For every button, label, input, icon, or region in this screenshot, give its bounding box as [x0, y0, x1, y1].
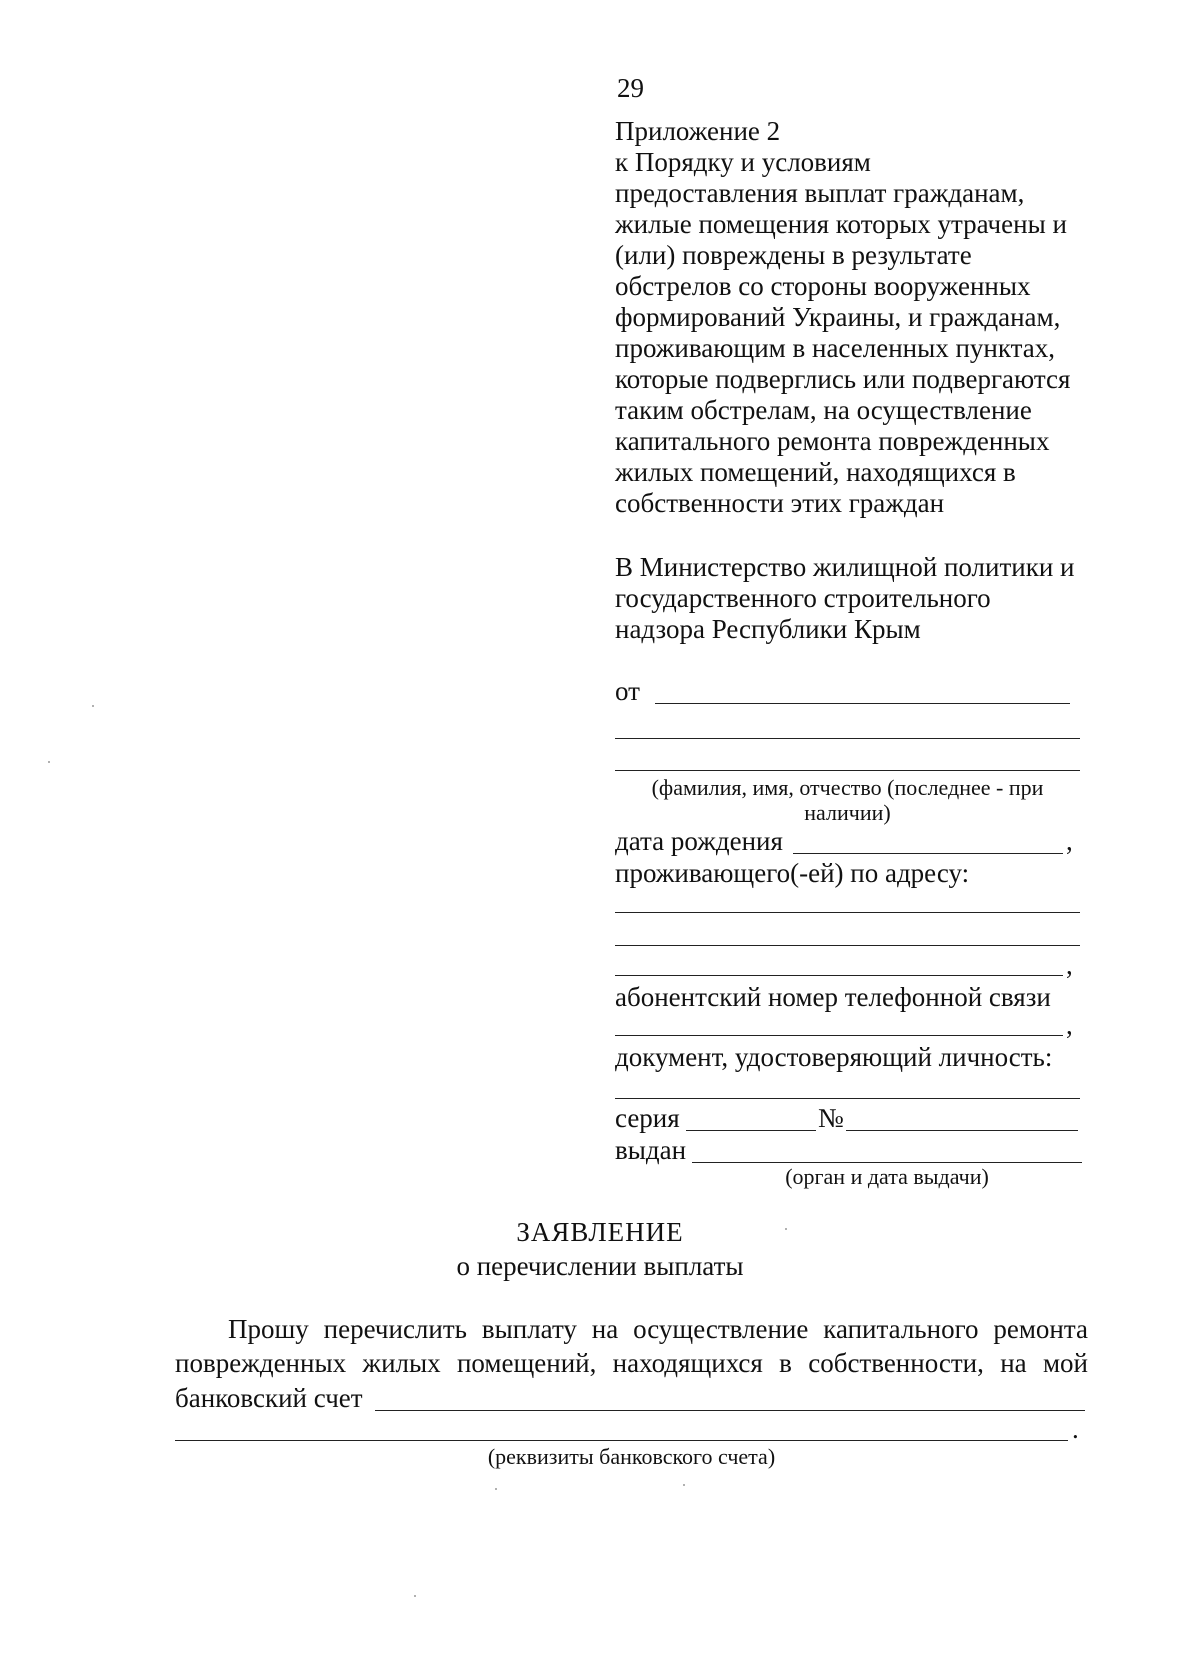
appendix-heading — [615, 116, 1085, 519]
bank-details-caption: (реквизиты банковского счета) — [487, 1444, 776, 1469]
phone-label: абонентский номер телефонной связи — [615, 982, 1051, 1012]
statement-body-line: Прошу перечислить выплату на осуществление капитального ремонта — [228, 1314, 1088, 1344]
address-label: проживающего(-ей) по адресу: — [615, 858, 970, 888]
applicant-name-field-3[interactable] — [615, 770, 1080, 771]
fio-caption: (фамилия, имя, отчество (последнее - при — [651, 775, 1044, 800]
address-field-2[interactable] — [615, 945, 1080, 946]
appendix-line: жилые помещения которых утрачены и — [615, 209, 1067, 239]
comma: , — [1066, 950, 1073, 980]
appendix-line: таким обстрелам, на осуществление — [615, 395, 1032, 425]
addressee-line: государственного строительного — [615, 583, 991, 613]
appendix-line: формирований Украины, и гражданам, — [615, 302, 1061, 332]
fio-caption-cont: наличии) — [804, 800, 891, 825]
appendix-line: капитального ремонта поврежденных — [615, 426, 1050, 456]
id-document-field[interactable] — [615, 1098, 1080, 1099]
statement-body-line: поврежденных жилых помещений, находящихся в собственности, на мой — [175, 1348, 1088, 1378]
series-label: серия — [615, 1103, 680, 1133]
phone-field[interactable] — [615, 1035, 1063, 1036]
statement-title: ЗАЯВЛЕНИЕ — [516, 1217, 684, 1247]
birth-date-field[interactable] — [793, 853, 1063, 854]
appendix-line: обстрелов со стороны вооруженных — [615, 271, 1031, 301]
bank-account-field-2[interactable] — [175, 1440, 1068, 1441]
from-label: от — [615, 676, 640, 706]
birth-date-label: дата рождения — [615, 826, 783, 856]
appendix-line: которые подверглись или подвергаются — [615, 364, 1071, 394]
address-field-3[interactable] — [615, 975, 1063, 976]
addressee-line: В Министерство жилищной политики и — [615, 552, 1075, 582]
comma: , — [1066, 826, 1073, 856]
bank-account-label: банковский счет — [175, 1383, 363, 1413]
statement-subtitle: о перечислении выплаты — [456, 1251, 744, 1281]
appendix-line: (или) повреждены в результате — [615, 240, 972, 270]
number-field[interactable] — [846, 1130, 1078, 1131]
scan-speck — [785, 1228, 787, 1230]
applicant-name-field-2[interactable] — [615, 738, 1080, 739]
appendix-line: к Порядку и условиям — [615, 147, 871, 177]
scan-speck — [414, 1595, 416, 1597]
bank-account-field[interactable] — [375, 1410, 1085, 1411]
appendix-line: Приложение 2 — [615, 116, 781, 146]
comma: , — [1066, 1010, 1073, 1040]
issued-label: выдан — [615, 1135, 687, 1165]
scan-speck — [48, 761, 50, 763]
page-number: 29 — [617, 73, 644, 103]
series-field[interactable] — [686, 1130, 816, 1131]
end-period: . — [1072, 1414, 1079, 1444]
appendix-line: предоставления выплат гражданам, — [615, 178, 1025, 208]
appendix-line: собственности этих граждан — [615, 488, 945, 518]
applicant-name-field[interactable] — [655, 703, 1070, 704]
appendix-line: жилых помещений, находящихся в — [615, 457, 1016, 487]
issued-caption: (орган и дата выдачи) — [785, 1164, 989, 1189]
appendix-line: проживающим в населенных пунктах, — [615, 333, 1056, 363]
addressee-line: надзора Республики Крым — [615, 614, 921, 644]
issued-field[interactable] — [692, 1162, 1082, 1163]
scan-speck — [495, 1488, 497, 1490]
number-label: № — [818, 1103, 844, 1133]
address-field-1[interactable] — [615, 912, 1080, 913]
addressee-block — [615, 552, 1085, 645]
id-document-label: документ, удостоверяющий личность: — [615, 1042, 1053, 1072]
scan-speck — [683, 1484, 685, 1486]
scan-speck — [92, 705, 94, 707]
